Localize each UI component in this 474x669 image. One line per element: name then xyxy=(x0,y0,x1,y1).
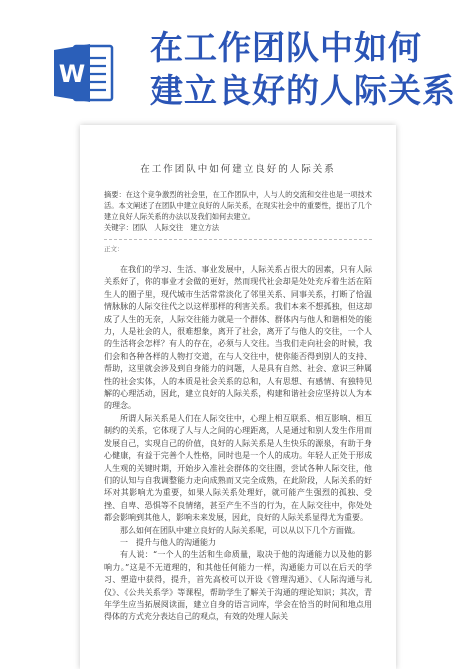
header xyxy=(0,0,474,122)
main-text-label: 正文： xyxy=(104,245,124,253)
abstract: 摘要：在这个竞争激烈的社会里，在工作团队中，人与人的交流和交往也是一项技术活。本文阐述了在团队中建立良好的人际关系，在现实社会中的重要性，提出了几个建立良好人际关系的办法以及我们如何去建立。 xyxy=(104,190,372,221)
logo-letter: W xyxy=(58,60,86,88)
keywords: 关键字：团队 人际交往 建立方法 xyxy=(104,223,220,232)
document-preview xyxy=(80,125,396,669)
title-line-2: 建立良好的人际关系 xyxy=(150,71,456,110)
page-title xyxy=(150,26,470,112)
body-paragraph: 在我们的学习、生活、事业发展中，人际关系占很大的因素，只有人际关系好了，你的事业才会做的更好，然而现代社会却是处处充斥着生活在陌生人的圈子里，现代城市生活常常淡化了邻里关系、同事关系，打断了恰温情脉脉的人际交往代之以这样那样的利害关系。我们本来不想孤独，但这却成了人生的无奈，人际交往能力就是一个群体、群体内与他人和谐相处的能力，人是社会的人，很难想象，离开了社会，离开了与他人的交往，一个人的生活将会怎样？有人的存在，必须与人交往。当我们走向社会的时候，我们会和各种各样的人物打交道，在与人交往中，使你能否得到别人的支持、帮助，这里就会涉及到自身能力的问题，人是具有自然、社会、意识三种属性的社会实体，人的本质是社会关系的总和，人有思想、有感情、有独特见解的心理活动，因此，建立良好的人际关系，构建和谐社会应坚持以人为本的理念。 xyxy=(104,265,372,411)
body-paragraph: 所谓人际关系是人们在人际交往中，心理上相互联系、相互影响、相互制约的关系，它体现了人与人之间的心理距离，人是通过和别人发生作用而发展自己，实现自己的价值，良好的人际关系是人生快乐的源泉，有助于身心健康，有益于完善个人性格，同时也是一个人的成功。年轻人正处于形成人生观的关键时期，开始步入准社会群体的交往圈，尝试各种人际交往，他们的认知与自我调整能力走向成熟而又完全成熟，在此阶段，人际关系的好坏对其影响尤为重要，如果人际关系处理好，就可能产生强烈的孤独、受挫、自卑、恐惧等不良情绪，甚至产生不当的行为，在人际交往中，你处处都会影响到其他人，影响未来发展，因此，良好的人际关系显得尤为重要。 xyxy=(104,413,372,523)
title-line-1: 在工作团队中如何 xyxy=(150,28,422,67)
document-title: 在工作团队中如何建立良好的人际关系 xyxy=(140,164,336,175)
word-document-icon xyxy=(52,42,114,104)
divider xyxy=(104,239,372,240)
body-paragraph: 那么如何在团队中建立良好的人际关系呢，可以从以下几个方面做。 xyxy=(120,525,360,535)
body-paragraph: 有人说：“一个人的生活和生命质量，取决于他的沟通能力以及他的影响力。”这是不无道理的，和其他任何能力一样，沟通能力可以在后天的学习、塑造中获得，提升，首先高校可以开设《管理沟通》、《人际沟通与礼仪》、《公共关系学》等课程，帮助学生了解关于沟通的理论知识；其次，青年学生应当拓展阅读面，建立自身的语言词库，学会在恰当的时间和地点用得体的方式充分表达自己的观点，有效的处理人际关 xyxy=(104,550,372,622)
document-body xyxy=(104,264,372,624)
section-heading: 一 提升与他人的沟通能力 xyxy=(120,537,216,547)
